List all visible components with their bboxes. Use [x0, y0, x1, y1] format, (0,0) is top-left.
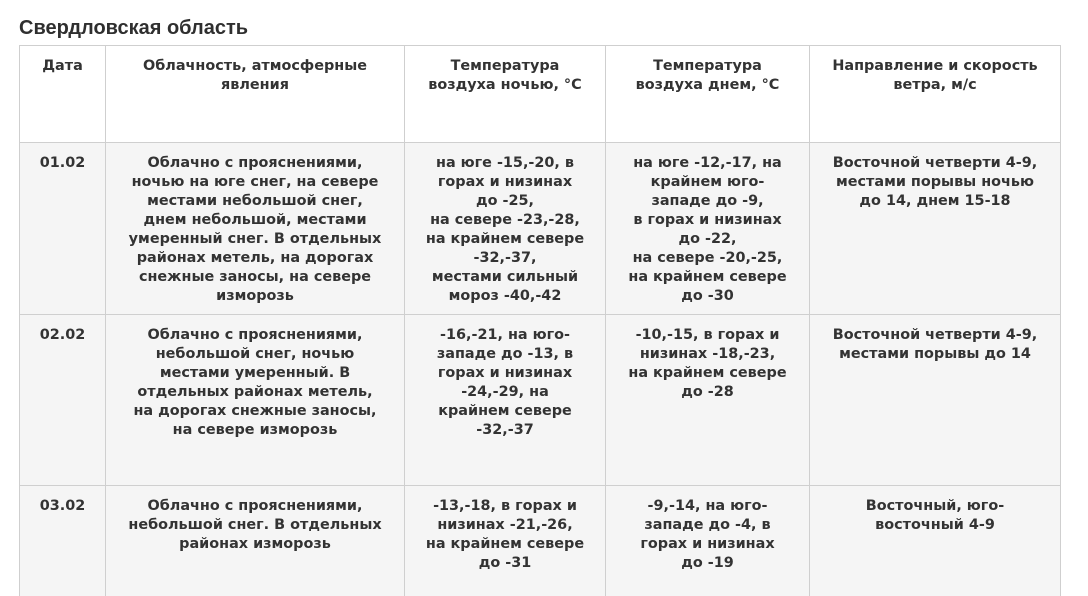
cell-wind [810, 486, 1061, 596]
header-wind-label: Направление и скорость ветра, м/с [832, 58, 1038, 93]
day-temp-value: -9,-14, на юго- западе до -4, в горах и низинах до -19 [640, 498, 775, 571]
night-temp-value: -13,-18, в горах и низинах -21,-26, на крайнем севере до -31 [425, 498, 585, 571]
header-date [20, 46, 106, 143]
cell-clouds [106, 143, 405, 315]
cell-wind [810, 143, 1061, 315]
cell-date [20, 315, 106, 486]
date-value: 02.02 [39, 327, 86, 343]
cell-night-temp [405, 486, 606, 596]
clouds-value: Облачно с прояснениями, небольшой снег. В отдельных районах изморозь [128, 498, 382, 552]
cell-wind [810, 315, 1061, 486]
table-row [20, 486, 1061, 596]
night-temp-value: -16,-21, на юго- западе до -13, в горах и низинах -24,-29, на крайнем севере -32,-37 [436, 327, 574, 438]
cell-clouds [106, 315, 405, 486]
cell-day-temp [606, 143, 810, 315]
clouds-value: Облачно с прояснениями, ночью на юге снег, на севере местами небольшой снег, днем небольшой, местами умеренный снег. В отдельных районах метель, на дорогах снежные заносы, на севере изморозь [128, 155, 382, 304]
clouds-value: Облачно с прояснениями, небольшой снег, ночью местами умеренный. В отдельных районах метель, на дорогах снежные заносы, на севере изморозь [133, 327, 377, 438]
header-day-temp [606, 46, 810, 143]
cell-day-temp [606, 486, 810, 596]
page-title: Свердловская область [19, 17, 249, 39]
table-row [20, 315, 1061, 486]
header-wind [810, 46, 1061, 143]
header-day-temp-label: Температура воздуха днем, °С [635, 58, 780, 93]
header-night-temp-label: Температура воздуха ночью, °С [428, 58, 582, 93]
header-night-temp [405, 46, 606, 143]
date-value: 01.02 [39, 155, 86, 171]
wind-value: Восточной четверти 4-9, местами порывы до 14 [832, 327, 1038, 362]
table-row [20, 143, 1061, 315]
header-clouds-label: Облачность, атмосферные явления [143, 58, 367, 93]
cell-night-temp [405, 315, 606, 486]
day-temp-value: на юге -12,-17, на крайнем юго- западе до -9, в горах и низинах до -22, на севере -20,-25, на крайнем севере до -30 [628, 155, 787, 304]
cell-date [20, 143, 106, 315]
night-temp-value: на юге -15,-20, в горах и низинах до -25, на севере -23,-28, на крайнем севере -32,-37, местами сильный мороз -40,-42 [425, 155, 585, 304]
wind-value: Восточный, юго- восточный 4-9 [865, 498, 1005, 533]
cell-date [20, 486, 106, 596]
cell-night-temp [405, 143, 606, 315]
date-value: 03.02 [39, 498, 86, 514]
header-date-label: Дата [42, 58, 83, 74]
day-temp-value: -10,-15, в горах и низинах -18,-23, на крайнем севере до -28 [628, 327, 787, 400]
cell-clouds [106, 486, 405, 596]
table-header-row [20, 46, 1061, 143]
cell-day-temp [606, 315, 810, 486]
forecast-table [19, 45, 1061, 596]
header-clouds [106, 46, 405, 143]
wind-value: Восточной четверти 4-9, местами порывы ночью до 14, днем 15-18 [832, 155, 1038, 209]
